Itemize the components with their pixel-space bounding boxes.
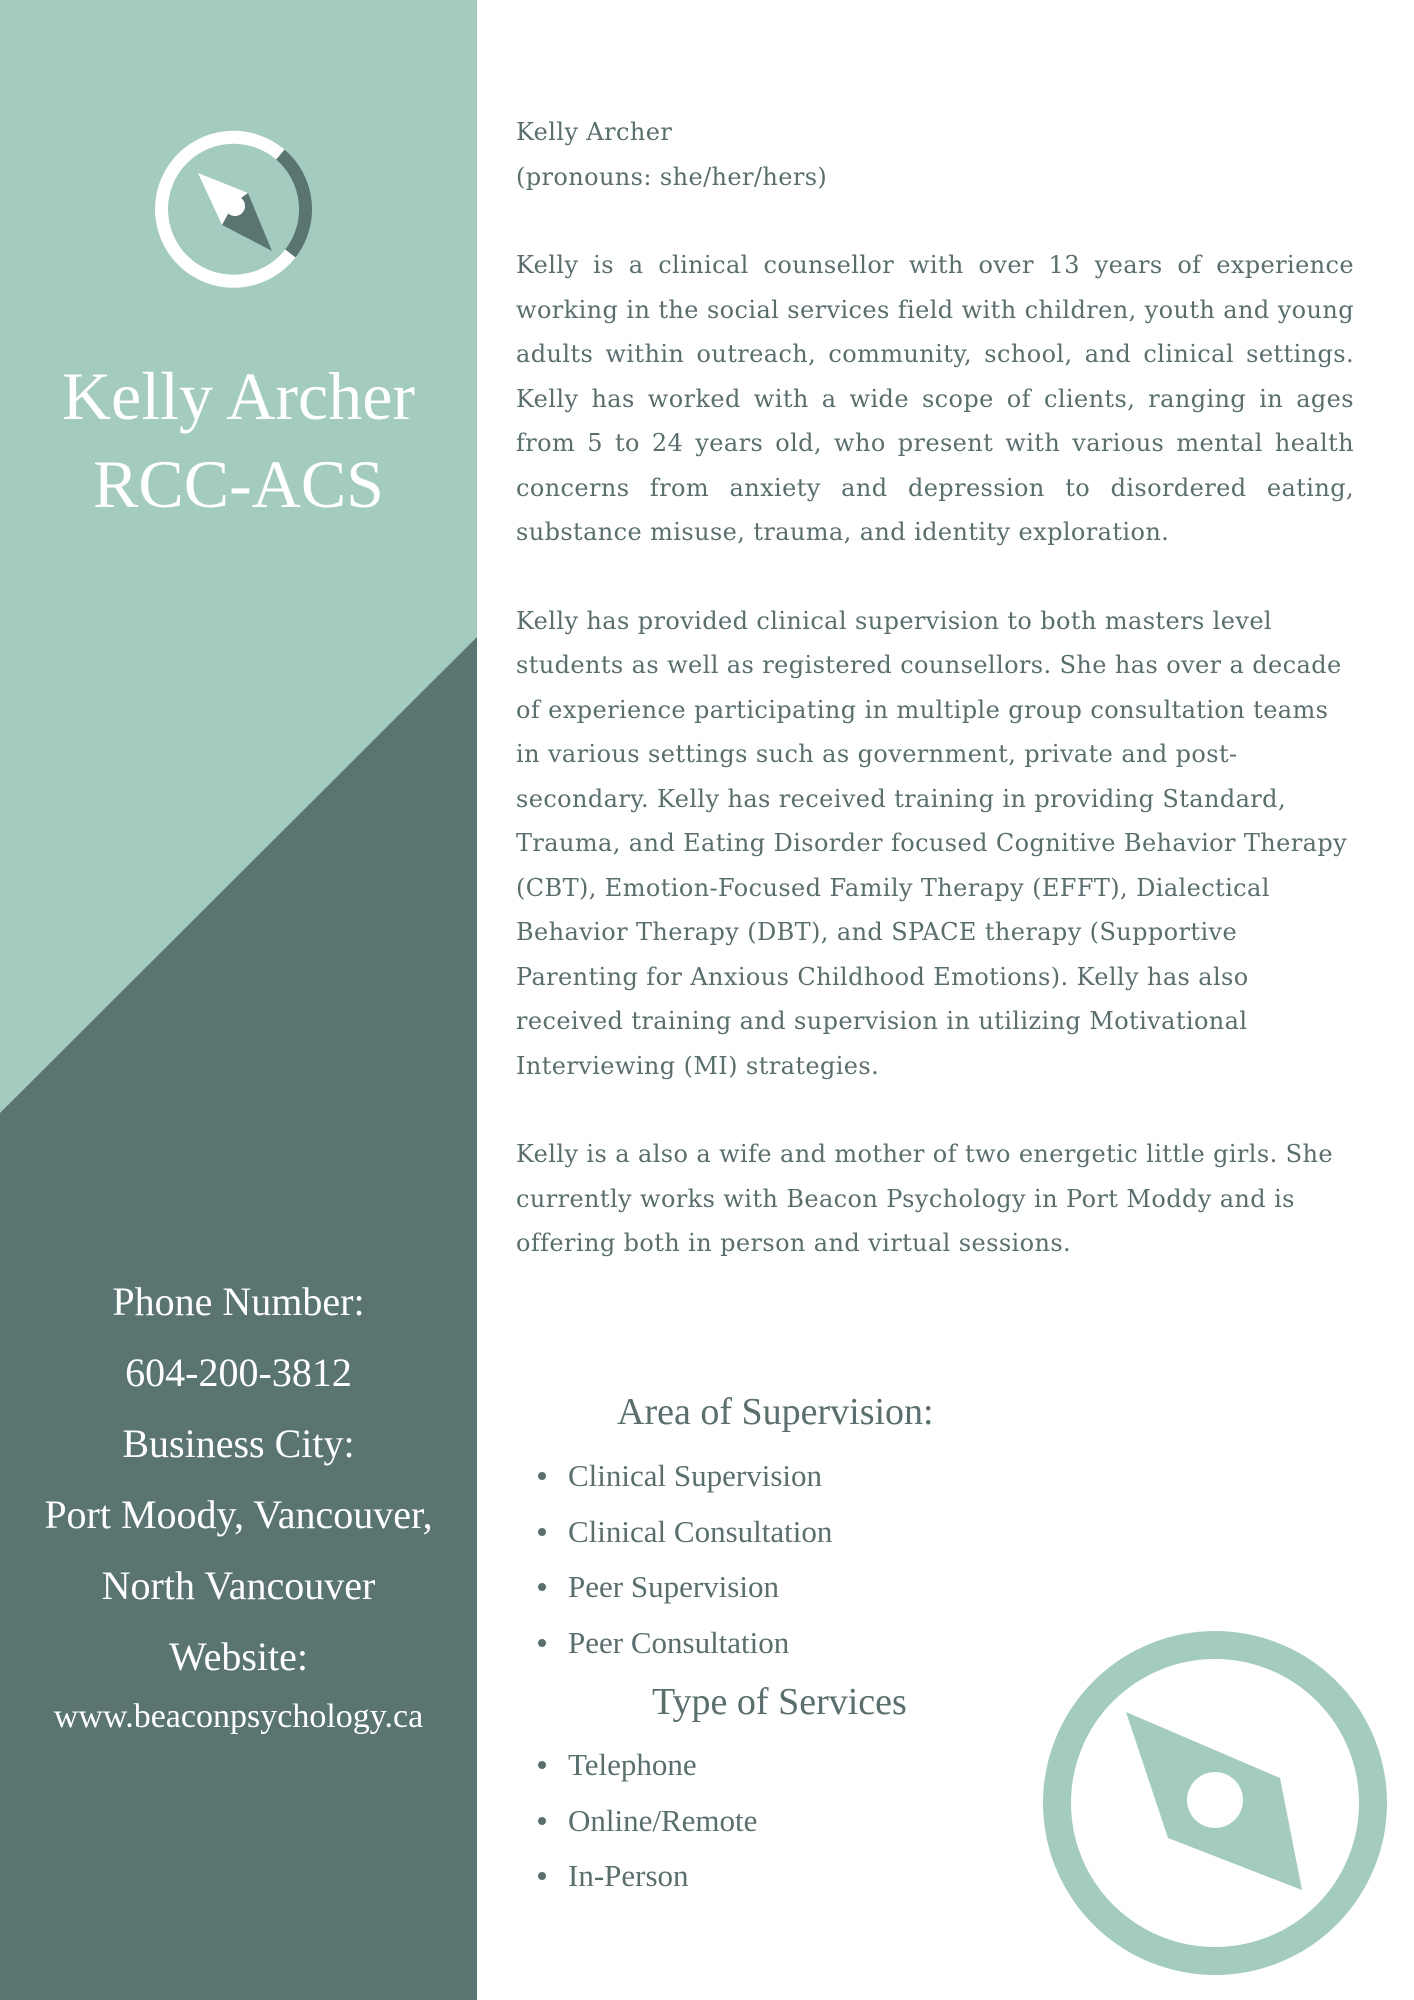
- list-item: In-Person: [534, 1848, 757, 1904]
- name-heading: [0, 352, 477, 528]
- city-line-2: North Vancouver: [101, 1563, 376, 1608]
- services-title: Type of Services: [652, 1681, 907, 1723]
- bio-paragraph-1: Kelly is a clinical counsellor with over 13 years of experience working in the social services field with children, youth and young adults within outreach, community, school, and clinical settings. Kelly has worked with a wide scope of clients, ranging in ages from 5 to 24 years old, who present with various mental health concerns from anxiety and depression to disordered eating, substance misuse, trauma, and identity exploration.: [516, 251, 1354, 546]
- services-list: [534, 1737, 757, 1904]
- bio-name: Kelly Archer: [516, 118, 673, 146]
- sidebar-name: Kelly Archer: [61, 358, 416, 434]
- city-line-1: Port Moody, Vancouver,: [44, 1492, 433, 1537]
- bio-pronouns: (pronouns: she/her/hers): [516, 162, 828, 191]
- website-link[interactable]: www.beaconpsychology.ca: [53, 1698, 424, 1735]
- list-item: Online/Remote: [534, 1793, 757, 1849]
- bio-paragraph-3: Kelly is a also a wife and mother of two energetic little girls. She currently works with Beacon Psychology in Port Moddy and is offering both in person and virtual sessions.: [516, 1140, 1333, 1257]
- list-item: Telephone: [534, 1737, 757, 1793]
- sidebar: [0, 0, 477, 2000]
- website-label: Website:: [169, 1634, 308, 1679]
- list-item: Clinical Supervision: [534, 1448, 832, 1504]
- supervision-title: Area of Supervision:: [617, 1391, 934, 1433]
- list-item: Peer Consultation: [534, 1615, 832, 1671]
- compass-icon: [154, 127, 318, 291]
- list-item: Clinical Consultation: [534, 1504, 832, 1560]
- supervision-list: [534, 1448, 832, 1670]
- bio-paragraph-2: Kelly has provided clinical supervision to both masters level students as well as registered counsellors. She has over a decade of experience participating in multiple group consultation teams in various settings such as government, private and post-secondary. Kelly has received training in providing Standard, Trauma, and Eating Disorder focused Cognitive Behavior Therapy (CBT), Emotion-Focused Family Therapy (EFFT), Dialectical Behavior Therapy (DBT), and SPACE therapy (Supportive Parenting for Anxious Childhood Emotions). Kelly has also received training and supervision in utilizing Motivational Interviewing (MI) strategies.: [516, 606, 1348, 1080]
- bio-section: [516, 110, 1354, 1266]
- phone-number[interactable]: 604-200-3812: [125, 1350, 352, 1395]
- phone-label: Phone Number:: [112, 1279, 365, 1324]
- city-label: Business City:: [122, 1421, 355, 1466]
- compass-icon: [1040, 1628, 1390, 1978]
- contact-info: [0, 1266, 477, 1742]
- list-item: Peer Supervision: [534, 1559, 832, 1615]
- sidebar-credentials: RCC-ACS: [93, 446, 384, 522]
